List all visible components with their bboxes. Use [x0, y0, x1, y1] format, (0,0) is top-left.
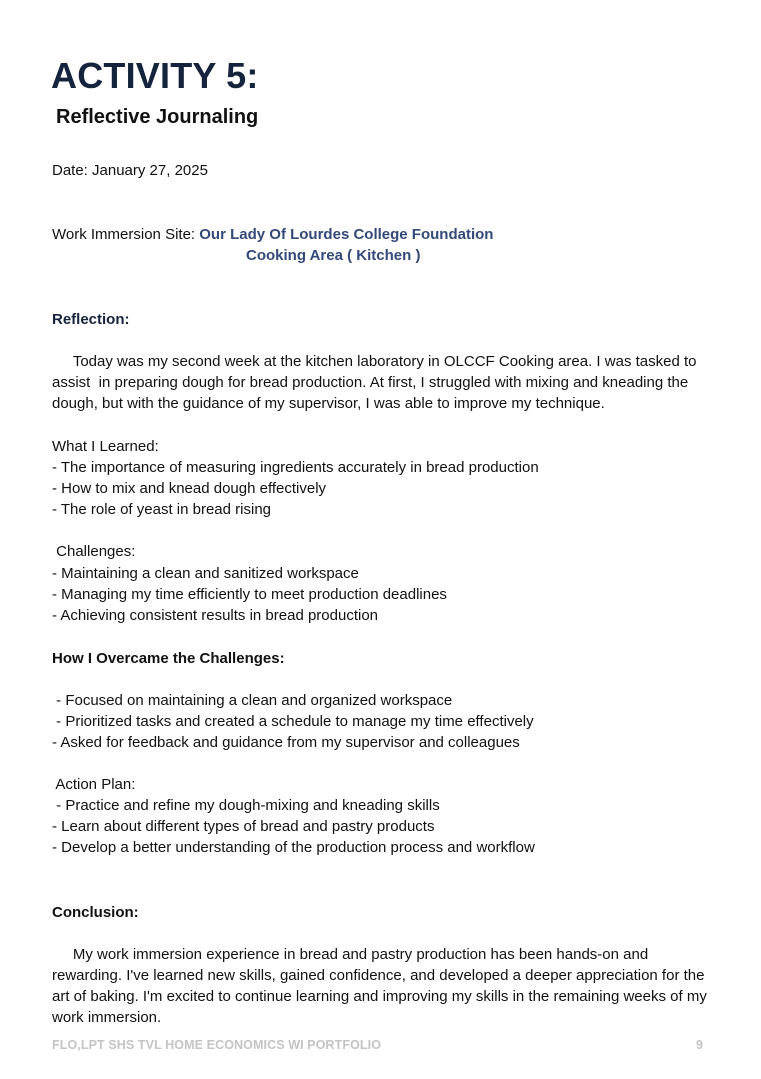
list-item: - Learn about different types of bread and pastry products	[52, 818, 435, 835]
action-plan-heading: Action Plan:	[52, 776, 136, 793]
site-area: Cooking Area ( Kitchen )	[246, 247, 421, 264]
challenges-heading: Challenges:	[52, 543, 136, 560]
page-number: 9	[696, 1038, 703, 1052]
list-item: - Asked for feedback and guidance from my supervisor and colleagues	[52, 734, 520, 751]
list-item: - Prioritized tasks and created a schedule to manage my time effectively	[52, 713, 534, 730]
site-line	[52, 224, 493, 245]
list-item: - Practice and refine my dough-mixing and kneading skills	[52, 797, 440, 814]
reflection-body: Today was my second week at the kitchen laboratory in OLCCF Cooking area. I was tasked to assist in preparing dough for bread production. At first, I struggled with mixing and kneading the dough, but with the guidance of my supervisor, I was able to improve my technique.	[52, 353, 701, 412]
conclusion-heading: Conclusion:	[52, 904, 139, 921]
date-line: Date: January 27, 2025	[52, 162, 208, 179]
list-item: - Focused on maintaining a clean and organized workspace	[52, 692, 453, 709]
challenges-list	[52, 563, 447, 626]
list-item: - Achieving consistent results in bread production	[52, 607, 379, 624]
footer-text: FLO,LPT SHS TVL HOME ECONOMICS WI PORTFOLIO	[52, 1038, 382, 1052]
page-subtitle: Reflective Journaling	[56, 106, 259, 128]
list-item: - Develop a better understanding of the production process and workflow	[52, 839, 535, 856]
list-item: - Managing my time efficiently to meet production deadlines	[52, 586, 447, 603]
overcame-list	[52, 690, 534, 753]
reflection-heading: Reflection:	[52, 311, 130, 328]
list-item: - The importance of measuring ingredients accurately in bread production	[52, 459, 539, 476]
learned-list	[52, 457, 539, 520]
list-item: - How to mix and knead dough effectively	[52, 480, 327, 497]
learned-heading: What I Learned:	[52, 438, 159, 455]
site-label: Work Immersion Site:	[52, 226, 200, 243]
overcame-heading: How I Overcame the Challenges:	[52, 650, 285, 667]
site-name: Our Lady Of Lourdes College Foundation	[199, 226, 494, 243]
conclusion-body: My work immersion experience in bread and pastry production has been hands-on and rewarding. I've learned new skills, gained confidence, and developed a deeper appreciation for the art of baking. I'm excited to continue learning and improving my skills in the remaining weeks of my work immersion.	[52, 946, 712, 1026]
action-plan-list	[52, 795, 535, 858]
list-item: - Maintaining a clean and sanitized workspace	[52, 565, 359, 582]
page-title: ACTIVITY 5:	[51, 55, 259, 96]
list-item: - The role of yeast in bread rising	[52, 501, 272, 518]
